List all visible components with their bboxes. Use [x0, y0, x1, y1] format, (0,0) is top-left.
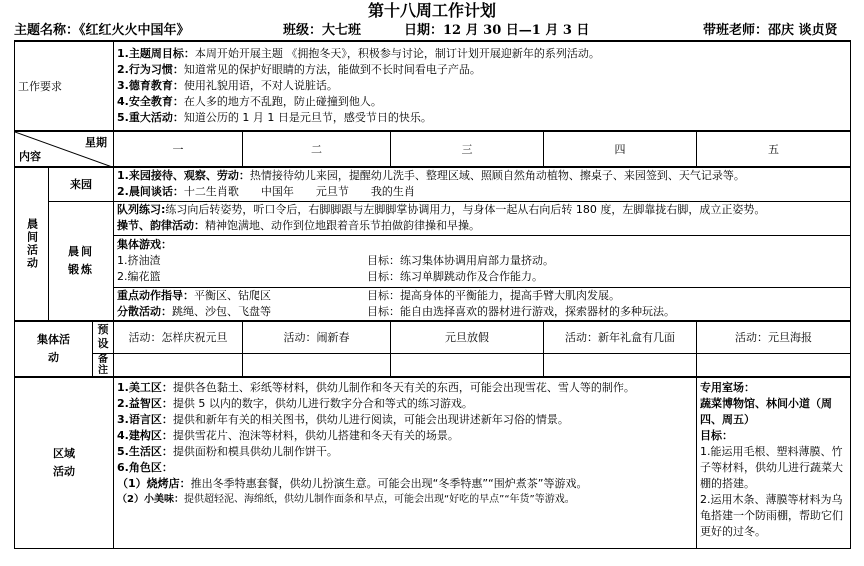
area-item: 3.语言区：提供和新年有关的相关图书，供幼儿进行阅读，可能会出现讲述新年习俗的情景。 — [117, 412, 569, 426]
arrival-content: 1.来园接待、观察、劳动：热情接待幼儿来园，提醒幼儿洗手、整理区域、照顾自然角动植物、擦桌子、来园签到、天气记录等。 2.晨间谈话：十二生肖歌 中国年 元旦节 我的生肖 — [114, 167, 851, 201]
weekday-corner-cell — [15, 131, 114, 167]
exercise-drill-content: 队列练习:练习向后转姿势，听口令后，右脚脚跟与左脚脚掌协调用力，与身体一起从右向后转 180 度，左脚靠拢右脚，成立正姿势。 操节、韵律活动：精神饱满地、动作到位地跟着音乐节拍做韵律操和早操。 — [114, 201, 851, 235]
day-header: 一 — [114, 131, 243, 167]
special-venue-goal-label: 目标： — [700, 428, 733, 442]
day-header: 四 — [544, 131, 697, 167]
special-venue-name: 蔬菜博物馆、林间小道（周四、周五） — [700, 396, 832, 426]
area-activity-row — [15, 377, 851, 549]
morning-activity-label: 晨间活动 — [15, 167, 49, 321]
class-name: 班级：大七班 — [283, 23, 362, 38]
teachers: 带班老师：邵庆 谈贞贤 — [703, 23, 838, 38]
area-item: 4.建构区：提供雪花片、泡沫等材料，供幼儿搭建和冬天有关的场景。 — [117, 428, 459, 442]
activity-plan-cell: 元旦放假 — [391, 321, 544, 353]
requirement-item: 1.主题周目标：本周开始开展主题 《拥抱冬天》，积极参与讨论，制订计划开展迎新年的系列活动。 — [117, 47, 600, 60]
area-item: 6.角色区： — [117, 460, 173, 474]
theme-name: 主题名称：《红红火火中国年》 — [14, 23, 190, 38]
notes-cell — [391, 353, 544, 377]
work-requirements-content — [114, 41, 851, 131]
notes-cell — [697, 353, 851, 377]
plan-table — [14, 40, 851, 549]
activity-plan-cell: 活动：闹新春 — [243, 321, 391, 353]
key-moves-content: 重点动作指导：平衡区、钻爬区 目标：提高身体的平衡能力，提高手臂大肌肉发展。 分散活动：跳绳、沙包、飞盘等 目标：能自由选择喜欢的器材进行游戏，探索器材的多种玩法。 — [114, 287, 851, 321]
notes-cell — [243, 353, 391, 377]
group-activity-preset-row — [15, 321, 851, 353]
area-activity-list — [114, 377, 697, 549]
requirement-item: 3.德育教育：使用礼貌用语，不对人说脏话。 — [117, 79, 338, 92]
corner-weekday-label: 星期 — [85, 136, 107, 149]
group-activity-label: 集体活动 — [15, 321, 93, 377]
work-requirements-row — [15, 41, 851, 131]
activity-plan-cell: 活动：元旦海报 — [697, 321, 851, 353]
group-games-row — [15, 235, 851, 287]
area-item: （1）烧烤店：推出冬季特惠套餐，供幼儿扮演生意。可能会出现“冬季特惠”“围炉煮茶”等游戏。 — [117, 476, 588, 490]
day-header: 五 — [697, 131, 851, 167]
arrival-label: 来园 — [49, 167, 114, 201]
activity-plan-cell: 活动：新年礼盒有几面 — [544, 321, 697, 353]
group-games-content: 集体游戏： 1.挤油渣 目标：练习集体协调用肩部力量挤动。 2.编花篮 目标：练习单脚跳动作及合作能力。 — [114, 235, 851, 287]
requirement-item: 4.安全教育：在人多的地方不乱跑，防止碰撞到他人。 — [117, 95, 382, 108]
morning-exercise-label: 晨间锻炼 — [49, 201, 114, 321]
day-header: 二 — [243, 131, 391, 167]
corner-content-label: 内容 — [19, 150, 41, 163]
work-requirements-label: 工作要求 — [15, 41, 114, 131]
preset-label: 预设 — [93, 321, 114, 353]
requirement-item: 2.行为习惯：知道常见的保护好眼睛的方法，能做到不长时间看电子产品。 — [117, 63, 481, 76]
date-range: 日期：12 月 30 日—1 月 3 日 — [404, 23, 590, 38]
requirement-item: 5.重大活动：知道公历的 1 月 1 日是元旦节，感受节日的快乐。 — [117, 111, 432, 124]
special-venue-goal: 2.运用木条、薄膜等材料为乌龟搭建一个防雨棚，帮助它们更好的过冬。 — [700, 492, 843, 538]
page-title: 第十八周工作计划 — [367, 1, 496, 20]
exercise-drill-row — [15, 201, 851, 235]
activity-plan-cell: 活动：怎样庆祝元旦 — [114, 321, 243, 353]
notes-cell — [544, 353, 697, 377]
arrival-row — [15, 167, 851, 201]
notes-cell — [114, 353, 243, 377]
area-item: 1.美工区：提供各色黏土、彩纸等材料，供幼儿制作和冬天有关的东西，可能会出现雪花、雪人等的制作。 — [117, 380, 635, 394]
special-venue-cell — [697, 377, 851, 549]
area-item: （2）小美味：提供超轻泥、海绵纸，供幼儿制作面条和早点，可能会出现“好吃的早点”“年货”等游戏。 — [117, 493, 575, 505]
weekday-header-row — [15, 131, 851, 167]
game-item: 1.挤油渣 目标：练习集体协调用肩部力量挤动。 — [117, 254, 554, 267]
group-activity-notes-row — [15, 353, 851, 377]
area-activity-label: 区域活动 — [15, 377, 114, 549]
area-item: 2.益智区：提供 5 以内的数字，供幼儿进行数字分合和等式的练习游戏。 — [117, 396, 473, 410]
special-venue-title: 专用室场： — [700, 380, 755, 394]
special-venue-goal: 1.能运用毛根、塑料薄膜、竹子等材料，供幼儿进行蔬菜大棚的搭建。 — [700, 444, 843, 490]
day-header: 三 — [391, 131, 544, 167]
game-item: 2.编花篮 目标：练习单脚跳动作及合作能力。 — [117, 270, 543, 283]
key-moves-row — [15, 287, 851, 321]
notes-label: 备注 — [93, 353, 114, 377]
area-item: 5.生活区：提供面粉和模具供幼儿制作饼干。 — [117, 444, 338, 458]
